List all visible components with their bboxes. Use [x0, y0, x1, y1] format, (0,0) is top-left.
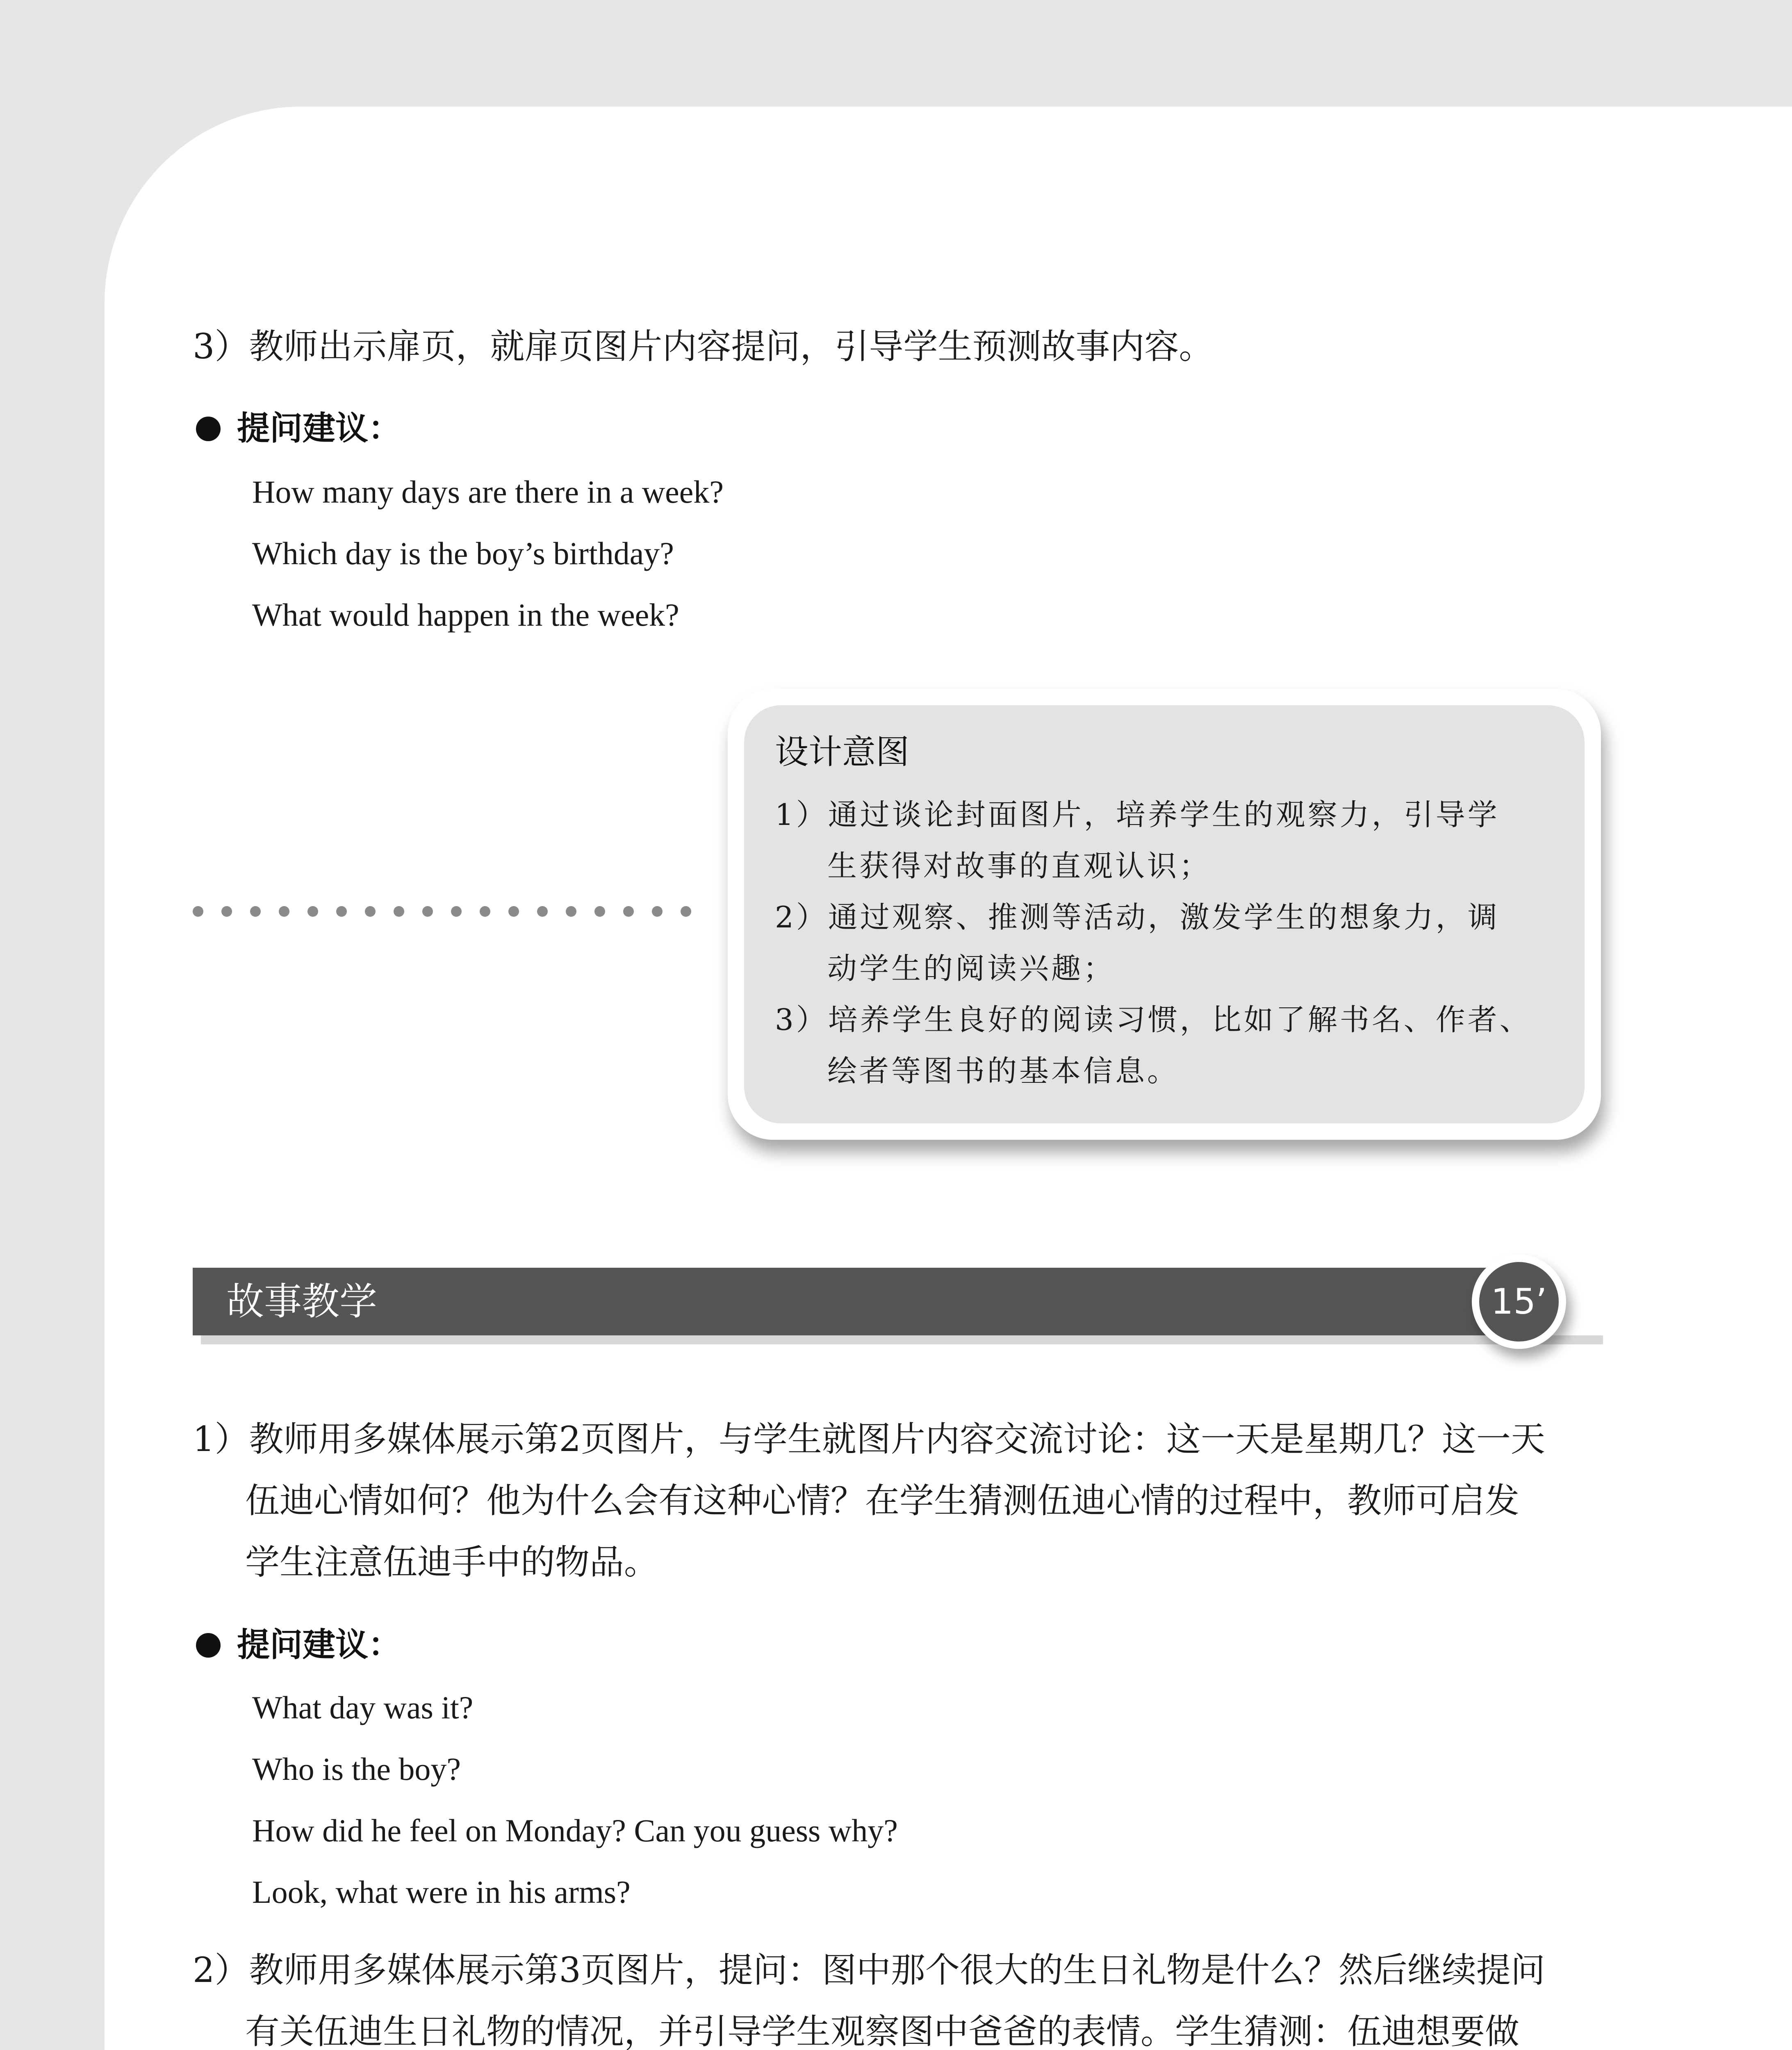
step-1-line: 伍迪心情如何？他为什么会有这种心情？在学生猜测伍迪心情的过程中，教师可启发	[245, 1481, 1520, 1521]
question-item: Who is the boy?	[252, 1751, 461, 1787]
suggestion-label: 提问建议：	[237, 1626, 401, 1664]
step-2-line: 有关伍迪生日礼物的情况，并引导学生观察图中爸爸的表情。学生猜测：伍迪想要做	[245, 2011, 1520, 2050]
question-list-2	[252, 1677, 898, 1923]
question-item: Look, what were in his arms?	[252, 1874, 631, 1910]
design-intent-line: 1）通过谈论封面图片，培养学生的观察力，引导学	[775, 797, 1500, 832]
bullet-icon	[196, 1633, 221, 1658]
time-badge-label: 15’	[1491, 1281, 1547, 1322]
step-2-line: 2）教师用多媒体展示第3页图片，提问：图中那个很大的生日礼物是什么？然后继续提问	[193, 1950, 1545, 1990]
design-intent-line: 动学生的阅读兴趣；	[827, 951, 1116, 986]
design-intent-line: 生获得对故事的直观认识；	[827, 849, 1211, 883]
section-bar	[193, 1268, 1529, 1335]
bullet-icon	[196, 417, 221, 441]
step-1-line: 学生注意伍迪手中的物品。	[245, 1542, 659, 1582]
question-item: What would happen in the week?	[252, 597, 679, 633]
section-title: 故事教学	[226, 1280, 378, 1323]
dotted-leader	[193, 906, 709, 918]
section-bar-shadow	[201, 1335, 1603, 1344]
question-item: What day was it?	[252, 1690, 474, 1725]
suggestion-label: 提问建议：	[237, 409, 401, 447]
step-1-paragraph	[193, 1408, 1603, 1593]
step-3-paragraph	[193, 316, 1603, 377]
step-2-paragraph	[193, 1939, 1603, 2050]
question-item: How did he feel on Monday? Can you guess why?	[252, 1813, 898, 1848]
design-intent-title: 设计意图	[775, 733, 910, 772]
step-3-line: 3）教师出示扉页，就扉页图片内容提问，引导学生预测故事内容。	[193, 326, 1214, 367]
question-list-1	[252, 461, 724, 646]
question-item: Which day is the boy’s birthday?	[252, 535, 674, 571]
design-intent-line: 3）培养学生良好的阅读习惯，比如了解书名、作者、	[775, 1002, 1532, 1037]
design-intent-list	[775, 789, 1562, 1097]
question-item: How many days are there in a week?	[252, 474, 724, 510]
design-intent-line: 绘者等图书的基本信息。	[827, 1054, 1179, 1088]
suggestion-heading-1	[196, 408, 401, 449]
suggestion-heading-2	[196, 1624, 401, 1665]
step-1-line: 1）教师用多媒体展示第2页图片，与学生就图片内容交流讨论：这一天是星期几？这一天	[193, 1419, 1545, 1459]
design-intent-line: 2）通过观察、推测等活动，激发学生的想象力，调	[775, 900, 1500, 934]
